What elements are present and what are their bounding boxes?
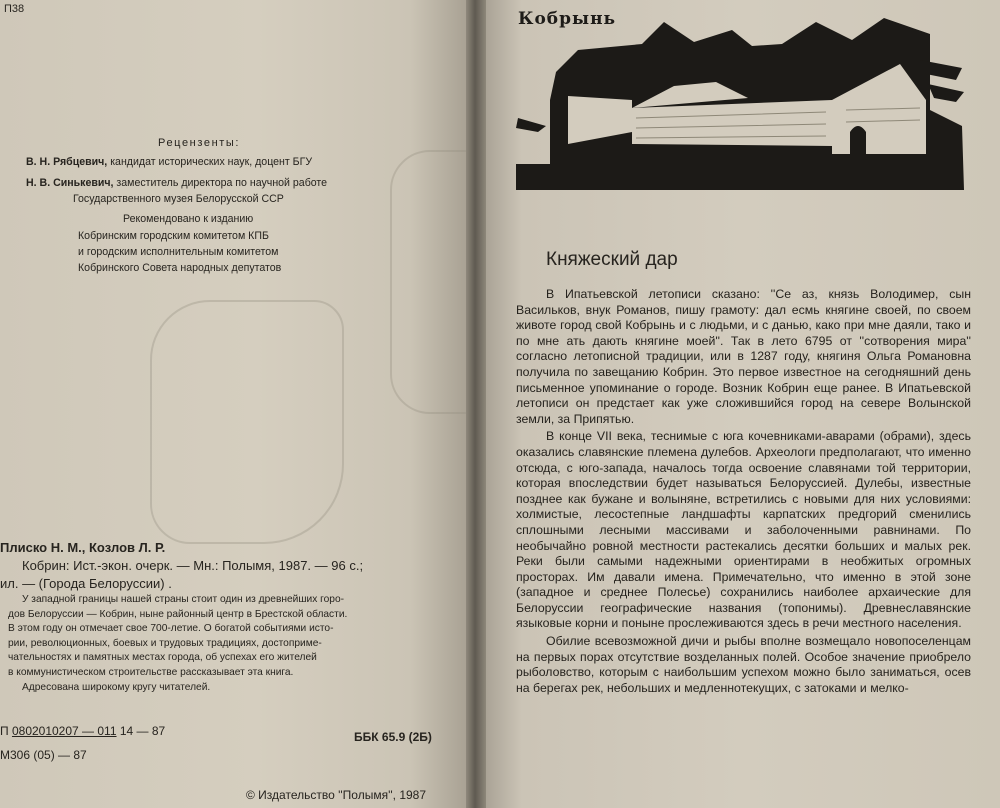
- body-paragraph: В Ипатьевской летописи сказано: ''Се аз, князь Володимер, сын Васильков, внук Романов, пишу грамоту: дал есмь княгине своей, по своем животе город свой Кобрынь и с людьми, и с данью, како при мне даяли, тако и по мне ать дають княгине моей''. Так в лето 6795 от ''сотворения мира'' согласно летописной традиции, или в 1287 году, княгиня Ольга Романовна получила по завещанию Кобрин. Это первое известное на сегодняшний день письменное упоминание о городе. Возник Кобрин еще ранее. В Ипатьевской летописи он предстает как уже сложившийся город на севере Волынской земли, за Припятью.: [516, 287, 971, 426]
- castle-illustration: [516, 14, 966, 192]
- catalog-index: [0, 724, 165, 738]
- reviewer-2-name: Н. В. Синькевич,: [26, 177, 114, 189]
- recommendation-line-3: и городским исполнительным комитетом: [78, 246, 279, 258]
- annotation-line: чательностях и памятных местах города, об успехах его жителей: [8, 652, 317, 664]
- reviewer-1: [26, 156, 312, 168]
- reviewer-2-role: заместитель директора по научной работе: [113, 177, 328, 189]
- map-watermark-outline: [150, 300, 344, 544]
- body-paragraph: В конце VII века, теснимые с юга кочевниками-аварами (обрами), здесь оказались славянские племена дулебов. Археологи предполагают, что именно отсюда, с юго-запада, началось тогда освоение славянами той территории, которая впоследствии будет называться Белоруссией. Дулебы, известные позднее как бужане и волыняне, встретились с новыми для них условиями: холмистые, лесостепные ландшафты карпатских предгорий сменились сплошными лесными массивами и заболоченными равнинами. По необычайно ровной местности растекались десятки больших и малых рек. Реки были самыми надежными ориентирами в необжитых огромных просторах. Им давали имена. Примечательно, что именно в этой зоне (западное и среднее Полесье) сохранились наиболее архаические для Белоруссии географические названия (топонимы). Древнеславянские языковые корни и поныне прослеживаются здесь в речи местного населения.: [516, 429, 971, 631]
- annotation-line: в коммунистическом строительстве рассказывает эта книга.: [8, 666, 294, 678]
- town-name: Кобрынь: [518, 9, 617, 29]
- m306-code: М306 (05) — 87: [0, 748, 87, 762]
- book-gutter: [466, 0, 486, 808]
- bibliography-authors: [0, 540, 165, 555]
- index-number: 0802010207 — 011: [11, 724, 117, 738]
- reviewer-2-role-line2: Государственного музея Белорусской ССР: [73, 193, 284, 205]
- page-code: П38: [4, 3, 25, 15]
- index-prefix: П: [0, 724, 9, 738]
- annotation-line: Адресована широкому кругу читателей.: [22, 681, 211, 693]
- recommendation-line-2: Кобринским городским комитетом КПБ: [78, 230, 269, 242]
- annotation-line: В этом году он отмечает свое 700-летие. О богатой событиями исто-: [8, 623, 334, 635]
- reviewer-2: [26, 177, 327, 189]
- gate-arch: [850, 126, 866, 154]
- castle-wall: [632, 100, 832, 146]
- reviewer-1-role: кандидат исторических наук, доцент БГУ: [107, 156, 313, 168]
- bibliography-line-1: Кобрин: Ист.-экон. очерк. — Мн.: Полымя, 1987. — 96 с.;: [22, 558, 364, 573]
- section-heading: Княжеский дар: [546, 249, 678, 270]
- recommendation-line-1: Рекомендовано к изданию: [123, 213, 254, 225]
- reviewers-title: Рецензенты:: [158, 137, 241, 149]
- bbk-code: ББК 65.9 (2Б): [354, 730, 432, 744]
- bibliography-line-2: ил. — (Города Белоруссии) .: [0, 576, 172, 591]
- annotation-line: рии, революционных, боевых и трудовых традициях, достоприме-: [8, 637, 322, 649]
- left-page: [0, 0, 466, 808]
- map-watermark: [390, 150, 466, 414]
- tree-left: [516, 118, 546, 132]
- reviewer-1-name: В. Н. Рябцевич,: [26, 156, 108, 168]
- body-text: [516, 287, 971, 698]
- body-paragraph: Обилие всевозможной дичи и рыбы вполне возмещало новопоселенцам на первых порах отсутствие возделанных полей. Особое значение приобрело рыболовство, которым с наибольшим успехом можно было заниматься, осев на берегах рек, небольших и медленнотекущих, с затоками и мелко-: [516, 634, 971, 695]
- index-suffix: 14 — 87: [119, 724, 166, 738]
- recommendation-line-4: Кобринского Совета народных депутатов: [78, 262, 282, 274]
- copyright: © Издательство ''Полымя'', 1987: [246, 788, 427, 802]
- annotation-line: У западной границы нашей страны стоит один из древнейших горо-: [22, 594, 345, 605]
- annotation-line: дов Белоруссии — Кобрин, ныне районный центр в Брестской области.: [8, 608, 348, 620]
- annotation: [8, 593, 463, 695]
- authors: Плиско Н. М., Козлов Л. Р.: [0, 540, 166, 555]
